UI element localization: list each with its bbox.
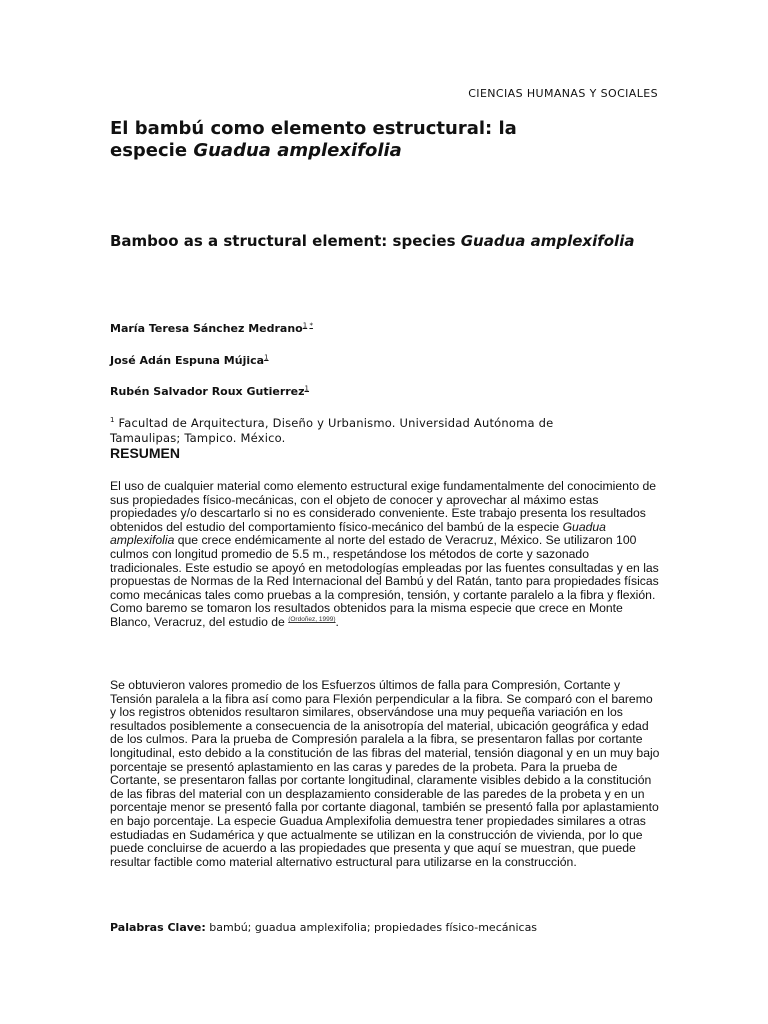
author-2 (110, 354, 269, 367)
affiliation-text: Facultad de Arquitectura, Diseño y Urbanismo. Universidad Autónoma de Tamaulipas; Tampico. México. (110, 416, 554, 445)
author-3 (110, 385, 309, 398)
affiliation-mark: 1 (110, 416, 115, 425)
abstract-heading: RESUMEN (110, 445, 181, 461)
author-name: María Teresa Sánchez Medrano (110, 322, 303, 335)
author-name: José Adán Espuna Mújica (110, 354, 265, 367)
affiliation (110, 416, 610, 446)
abstract-text: El uso de cualquier material como elemento estructural exige fundamentalmente del conocimiento de sus propiedades físico-mecánicas, con el objeto de conocer y aprovechar al máximo estas propiedades y/o descartarlo si no es considerado conveniente. Este trabajo presenta los resultados obtenidos del estudio del comportamiento físico-mecánico del bambú de la especie (110, 479, 657, 534)
keywords-text: bambú; guadua amplexifolia; propiedades físico-mecánicas (205, 921, 538, 934)
species-name: Guadua amplexifolia (110, 519, 606, 548)
english-title (110, 232, 710, 250)
affiliation-link[interactable]: 1 (302, 321, 308, 330)
affiliation-link[interactable]: 1 (304, 384, 310, 393)
english-title-prefix: Bamboo as a structural element: species (110, 232, 461, 250)
abstract-paragraph-1 (110, 480, 662, 630)
title-species: Guadua amplexifolia (193, 140, 402, 161)
abstract-paragraph-2: Se obtuvieron valores promedio de los Esfuerzos últimos de falla para Compresión, Cortante y Tensión paralela a la fibra así como para Flexión perpendicular a la fibra. Se comparó con el baremo y los registros obtenidos resultaron similares, observándose una muy pequeña variación en los resultados posiblemente a consecuencia de la anisotropía del material, ubicación geográfica y edad de los culmos. Para la prueba de Compresión paralela a la fibra, se presentaron fallas por cortante longitudinal, esto debido a la constitución de las fibras del material, tensión diagonal y en un muy bajo porcentaje se presentó aplastamiento en las caras y paredes de la probeta. Para la prueba de Cortante, se presentaron fallas por cortante longitudinal, claramente visibles debido a la constitución de las fibras del material con un desplazamiento considerable de las paredes de la probeta y en un porcentaje menor se presentó falla por cortante diagonal, también se presentó falla por aplastamiento en bajo porcentaje. La especie Guadua Amplexifolia demuestra tener propiedades similares a otras estudiadas en Sudamérica y que actualmente se utilizan en la construcción de vivienda, por lo que puede concluirse de acuerdo a las propiedades que presenta y que aquí se muestran, que puede resultar factible como material alternativo estructural para utilizarse en la construcción. (110, 678, 660, 869)
title-line-1: El bambú como elemento estructural: la (110, 118, 517, 139)
title-line-2-prefix: especie (110, 140, 194, 161)
section-label: CIENCIAS HUMANAS Y SOCIALES (468, 87, 658, 100)
article-title (110, 118, 670, 162)
author-1 (110, 322, 313, 335)
citation-link[interactable]: (Ordoñez, 1999) (288, 615, 336, 623)
keywords (110, 921, 670, 934)
author-name: Rubén Salvador Roux Gutierrez (110, 385, 305, 398)
affiliation-link[interactable]: 1 (264, 353, 269, 362)
abstract-text-end: . (335, 614, 339, 629)
english-title-species: Guadua amplexifolia (460, 232, 635, 250)
corresponding-author-link[interactable]: * (309, 321, 313, 330)
keywords-label: Palabras Clave: (110, 921, 206, 934)
abstract-text: que crece endémicamente al norte del estado de Veracruz, México. Se utilizaron 100 culmos con longitud promedio de 5.5 m., respetándose los métodos de corte y sazonado tradicionales. Este estudio se apoyó en metodologías empleadas por las fuentes consultadas y en las propuestas de Normas de la Red Internacional del Bambú y del Ratán, tanto para propiedades físicas como mecánicas tales como pruebas a la compresión, tensión, y cortante paralelo a la fibra y flexión. Como baremo se tomaron los resultados obtenidos para la misma especie que crece en Monte Blanco, Veracruz, del estudio de (110, 533, 659, 629)
